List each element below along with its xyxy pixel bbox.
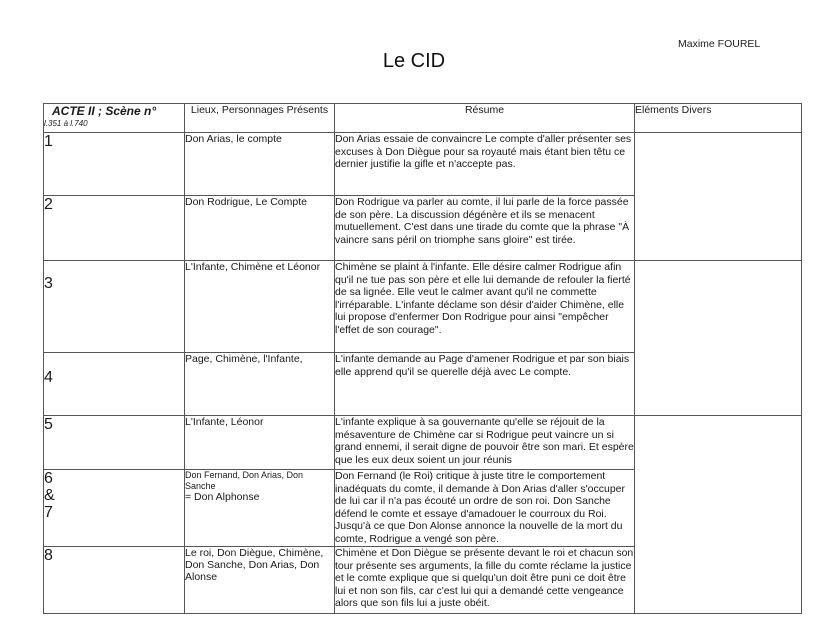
scene-summary: L'infante demande au Page d'amener Rodrigue et par son biais elle apprend qu'il se querelle déjà avec Le compte. [335,353,635,416]
scene-characters-line: Don Fernand, Don Arias, Don Sanche [185,470,304,491]
scene-number: 5 [44,416,185,470]
scene-characters [185,470,335,547]
scene-characters: L'Infante, Léonor [185,416,335,470]
scene-summary: Don Rodrigue va parler au comte, il lui parle de la force passée de son père. La discussion dégénère et ils se menacent mutuellement. C'est dans une tirade du comte que la phrase "À vaincre sans péril on triomphe sans gloire" est tirée. [335,196,635,261]
header-summary: Résume [335,104,635,133]
scene-characters: Don Arias, le compte [185,133,335,196]
table-row [44,261,802,353]
table-row [44,133,802,196]
scene-characters: Don Rodrigue, Le Compte [185,196,335,261]
scene-summary: L'infante explique à sa gouvernante qu'elle se réjouit de la mésaventure de Chimène car si Rodrigue peut vaincre un si grand ennemi, il serait digne de pouvoir être son mari. Et espère que les eux deux soient un jour réunis [335,416,635,470]
scene-summary: Don Arias essaie de convaincre Le compte d'aller présenter ses excuses à Don Diègue pour sa royauté mais étant bien têtu ce dernier justifie la gifle et n'accepte pas. [335,133,635,196]
scene-characters: Page, Chimène, l'Infante, [185,353,335,416]
scene-summary: Chimène se plaint à l'infante. Elle désire calmer Rodrigue afin qu'il ne tue pas son père et elle lui demande de refouler la fierté de sa lignée. Elle veut le calmer avant qu'il ne commette l'irréparable. L'infante déclame son désir d'aider Chimène, elle lui propose d'enfermer Don Rodrigue pour ainsi "empêcher l'effet de son courage". [335,261,635,353]
scene-number: 4 [44,353,185,416]
scene-characters: Le roi, Don Diègue, Chimène, Don Sanche, Don Arias, Don Alonse [185,547,335,614]
scene-characters: L'Infante, Chimène et Léonor [185,261,335,353]
scene-elements [635,261,802,416]
scene-table [43,103,802,614]
header-elements: Eléments Divers [635,104,802,133]
header-act-scene [44,104,185,133]
scene-number-part: 7 [44,504,53,521]
scene-number-part: & [44,487,55,504]
scene-elements [635,416,802,614]
scene-number [44,470,185,547]
table-row [44,416,802,470]
scene-number: 8 [44,547,185,614]
document-title: Le CID [382,50,446,72]
scene-characters-line: = Don Alphonse [185,491,260,503]
scene-summary: Don Fernand (le Roi) critique à juste titre le comportement inadéquats du comte, il demande à Don Arias d'aller s'occuper de lui car il n'a pas écouté un ordre de son roi. Don Sanche défend le comte et essaye d'amadouer le courroux du Roi. Jusqu'à ce que Don Alonse annonce la nouvelle de la mort du comte, Rodrigue a vengé son père. [335,470,635,547]
scene-number-part: 6 [44,470,53,487]
table-header-row [44,104,802,133]
header-places: Lieux, Personnages Présents [185,104,335,133]
scene-elements [635,133,802,261]
header-line-range: l.351 à l.740 [44,119,88,128]
author-name: Maxime FOUREL [678,38,761,50]
scene-number: 3 [44,261,185,353]
scene-number: 2 [44,196,185,261]
scene-number: 1 [44,133,185,196]
scene-summary: Chimène et Don Diègue se présente devant le roi et chacun son tour présente ses arguments, la fille du comte réclame la justice et le comte explique que si quelqu'un doit être puni ce doit être lui et non son fils, car c'est lui qui a demandé cette vengeance alors que son fils lui a juste obéit. [335,547,635,614]
header-act-scene-label: ACTE II ; Scène n° [52,104,157,118]
